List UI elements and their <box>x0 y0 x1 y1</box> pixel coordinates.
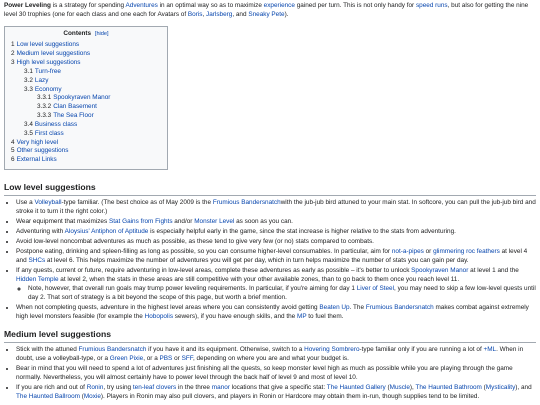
toc-item[interactable] <box>11 147 161 156</box>
inline-link[interactable]: Frumious Bandersnatch <box>365 303 434 311</box>
text-run: at level 1 and the <box>468 267 519 275</box>
text-run: sewers), if you have enough skills, and the <box>173 312 297 320</box>
toc-item-number: 3.1 <box>24 67 33 75</box>
text-run: and/or <box>172 217 195 225</box>
text-run: . The <box>349 303 366 311</box>
inline-link[interactable]: Frumious Bandersnatch <box>78 346 147 354</box>
inline-link[interactable]: PBS <box>159 355 173 363</box>
toc-item-label: Clan Basement <box>53 103 97 111</box>
toc-item-label: Turn-free <box>34 67 61 75</box>
text-run: with the jub-jub bird attuned to your main stat. In softcore, you can pull the jub-jub bird and stroke it to turn it the right color.) <box>16 198 536 215</box>
toc-item[interactable] <box>11 50 161 59</box>
inline-link[interactable]: Sneaky Pete <box>248 10 285 18</box>
text-run: at level 6. This helps maximize the number of adventures you will get per day, which in turn helps maximize the number of stats you can gain per day. <box>45 257 469 265</box>
text-run: is a strategy for spending <box>50 2 126 9</box>
inline-link[interactable]: SFF <box>181 355 193 363</box>
text-run: Use a <box>16 198 35 206</box>
toc-header <box>11 30 161 39</box>
toc-item-label: Economy <box>34 85 62 93</box>
text-run: , depending on where you are and what your budget is. <box>192 355 349 363</box>
list-item <box>16 199 536 217</box>
list-item <box>16 346 536 364</box>
inline-link[interactable]: Aloysius' Antiphon of Aptitude <box>64 228 149 236</box>
toc-item-number: 3.5 <box>24 129 33 137</box>
text-run: Avoid low-level noncombat adventures as much as possible, as these tend to give very few (or no) stats compared to combats. <box>16 238 374 246</box>
list-item <box>16 218 536 227</box>
toc-item-number: 2 <box>11 50 15 58</box>
inline-link[interactable]: Stat Gains from Fights <box>108 217 173 225</box>
inline-link[interactable]: SHCs <box>28 257 46 265</box>
text-run: at level 2, when the stats in these areas are still competitive with your other available zones, than to go back to them once you reach level 11. <box>58 276 460 284</box>
toc-item[interactable] <box>11 86 161 95</box>
toc-item[interactable] <box>11 77 161 86</box>
toc-list <box>11 41 161 165</box>
text-run: Note, however, that overall run goals may trump power leveling requirements. In particular, if you're aiming for day 1 <box>28 284 357 292</box>
toc-item-number: 4 <box>11 138 15 146</box>
text-run: or <box>423 248 434 256</box>
text-run: ). Players in Ronin may also pull clovers, and players in Ronin or Hardcore may obtain them in-run, though supplies tend to be limited. <box>100 393 480 401</box>
text-run: -type familiar only if you are running a lot of <box>359 346 484 354</box>
toc-hide-link[interactable]: [hide] <box>94 30 109 37</box>
text-run: Adventuring with <box>16 228 65 236</box>
text-run: , try using <box>103 384 133 392</box>
toc-item-number: 3.3.2 <box>37 103 52 111</box>
inline-link[interactable]: Beaten Up <box>319 303 350 311</box>
toc-item-label: External Links <box>16 156 57 164</box>
text-run: Bear in mind that you will need to spend a lot of adventures just finishing all the quests, so keep monster level high as much as possible while you are playing through the game normally. Nevertheless, you will almost certainly have to power level through the back half of level 9 and most of level 10. <box>16 365 513 382</box>
text-run: or <box>172 355 182 363</box>
toc-item-number: 6 <box>11 156 15 164</box>
text-run: to fuel them. <box>306 312 344 320</box>
inline-link[interactable]: Spookyraven Manor <box>411 267 469 275</box>
toc-item-label: First class <box>34 129 64 137</box>
toc-item-number: 3.3.1 <box>37 94 52 102</box>
inline-link[interactable]: The Haunted Bathroom <box>415 384 482 392</box>
inline-link[interactable]: Frumious Bandersnatch <box>212 198 281 206</box>
text-run: ), <box>409 384 416 392</box>
inline-link[interactable]: not-a-pipes <box>391 248 424 256</box>
text-run: in the three <box>176 384 212 392</box>
toc-item[interactable] <box>11 59 161 68</box>
inline-link[interactable]: Hovering Sombrero <box>304 346 360 354</box>
inline-link[interactable]: experience <box>263 2 295 9</box>
section-list <box>4 199 536 322</box>
inline-link[interactable]: Adventures <box>125 2 158 9</box>
inline-link[interactable]: Green Pixie <box>109 355 144 363</box>
toc-item-number: 3.4 <box>24 120 33 128</box>
text-run: , <box>202 10 207 18</box>
toc-item-label: Low level suggestions <box>16 41 80 49</box>
text-run: ( <box>385 384 390 392</box>
toc-item-label: The Sea Floor <box>53 112 94 120</box>
toc-item[interactable] <box>11 112 161 121</box>
list-item <box>16 267 536 302</box>
inline-link[interactable]: Volleyball <box>34 198 62 206</box>
toc-item-label: Business class <box>34 120 78 128</box>
text-run: ). <box>284 10 289 18</box>
inline-link[interactable]: Boris <box>187 10 203 18</box>
text-run: Postpone eating, drinking and spleen-filling as long as possible, so you can consume higher-level consumables. In particular, aim for <box>16 248 392 256</box>
bold-term: Power Leveling <box>4 2 51 9</box>
text-run: , and <box>232 10 249 18</box>
inline-link[interactable]: glimmering roc feathers <box>433 248 500 256</box>
inline-link[interactable]: Mysticality <box>485 384 516 392</box>
inline-link[interactable]: Ronin <box>86 384 104 392</box>
toc-title: Contents <box>63 29 92 37</box>
list-item <box>16 228 536 237</box>
toc-item-number: 3.2 <box>24 76 33 84</box>
text-run: is especially helpful early in the game, since the stat increase is higher relative to the stats from adventuring. <box>148 228 456 236</box>
inline-link[interactable]: Moxie <box>83 393 101 401</box>
sub-list <box>16 285 536 303</box>
toc-item-number: 1 <box>11 41 15 49</box>
toc-item-number: 3 <box>11 59 15 67</box>
text-run: gained per turn. This is not only handy for <box>294 2 416 9</box>
toc-item-label: Medium level suggestions <box>16 50 91 58</box>
inline-link[interactable]: Muscle <box>389 384 410 392</box>
text-run: , or a <box>143 355 160 363</box>
toc-item[interactable] <box>11 103 161 112</box>
sub-list-item <box>28 285 536 303</box>
text-run: ( <box>79 393 84 401</box>
inline-link[interactable]: Hobopolis <box>144 312 174 320</box>
inline-link[interactable]: MP <box>297 312 307 320</box>
list-item <box>16 304 536 322</box>
toc-item-label: High level suggestions <box>16 59 81 67</box>
toc-item[interactable] <box>11 68 161 77</box>
inline-link[interactable]: Monster Level <box>194 217 235 225</box>
toc-item-number: 3.3 <box>24 85 33 93</box>
text-run: at level 4 and <box>16 248 528 265</box>
text-run: Stick with the attuned <box>16 346 79 354</box>
toc-item-number: 5 <box>11 147 15 155</box>
toc-item[interactable] <box>11 121 161 130</box>
text-run: locations that give a specific stat: <box>229 384 327 392</box>
text-run: . When in doubt, use a volleyball-type, or a <box>16 346 524 363</box>
toc-item[interactable] <box>11 139 161 148</box>
text-run: If you are rich and out of <box>16 384 87 392</box>
inline-link[interactable]: Hidden Temple <box>16 276 59 284</box>
section-list <box>4 346 536 402</box>
toc-item-label: Other suggestions <box>16 147 69 155</box>
inline-link[interactable]: +ML <box>483 346 497 354</box>
text-run: When not completing quests, adventure in the highest level areas where you can consistently avoid getting <box>16 303 320 311</box>
text-run: as soon as you can. <box>234 217 293 225</box>
text-run: makes combat against extremely high level monsters feasible (for example the <box>16 303 529 320</box>
text-run: ( <box>481 384 486 392</box>
inline-link[interactable]: speed runs <box>415 2 448 9</box>
article-sections <box>4 182 536 402</box>
toc-item-number: 3.3.3 <box>37 112 52 120</box>
toc-item[interactable] <box>11 94 161 103</box>
section-heading: Medium level suggestions <box>4 329 536 343</box>
text-run: in an optimal way so as to maximize <box>157 2 264 9</box>
text-run: , you may need to skip a few low-level quests until day 2. That sort of strategy is a bit beyond the scope of this page, but worth a brief mention. <box>28 284 536 301</box>
toc-item[interactable] <box>11 156 161 165</box>
inline-link[interactable]: ten-leaf clovers <box>132 384 177 392</box>
intro-paragraph <box>4 2 536 20</box>
inline-link[interactable]: The Haunted Ballroom <box>16 393 80 401</box>
toc-item[interactable] <box>11 41 161 50</box>
toc-item[interactable] <box>11 130 161 139</box>
list-item <box>16 365 536 383</box>
toc-item-label: Lazy <box>34 76 49 84</box>
list-item <box>16 238 536 247</box>
list-item <box>16 384 536 402</box>
text-run: If any quests, current or future, require adventuring in low-level areas, complete these adventures as early as possible – it's better to unlock <box>16 267 412 275</box>
text-run: Wear equipment that maximizes <box>16 217 109 225</box>
toc-item-label: Very high level <box>16 138 59 146</box>
section-heading: Low level suggestions <box>4 182 536 196</box>
inline-link[interactable]: Liver of Steel <box>356 284 395 292</box>
text-run: -type familiar. (The best choice as of May 2009 is the <box>61 198 213 206</box>
toc-item-label: Spookyraven Manor <box>53 94 111 102</box>
inline-link[interactable]: The Haunted Gallery <box>326 384 386 392</box>
inline-link[interactable]: manor <box>211 384 230 392</box>
text-run: , but also for getting the nine level 30 trophies (one for each class and one each for Avatars of <box>4 2 529 18</box>
text-run: ), and <box>515 384 532 392</box>
text-run: if you have it and its equipment. Otherwise, switch to a <box>146 346 305 354</box>
inline-link[interactable]: Jarlsberg <box>206 10 233 18</box>
list-item <box>16 248 536 266</box>
table-of-contents <box>4 26 168 170</box>
